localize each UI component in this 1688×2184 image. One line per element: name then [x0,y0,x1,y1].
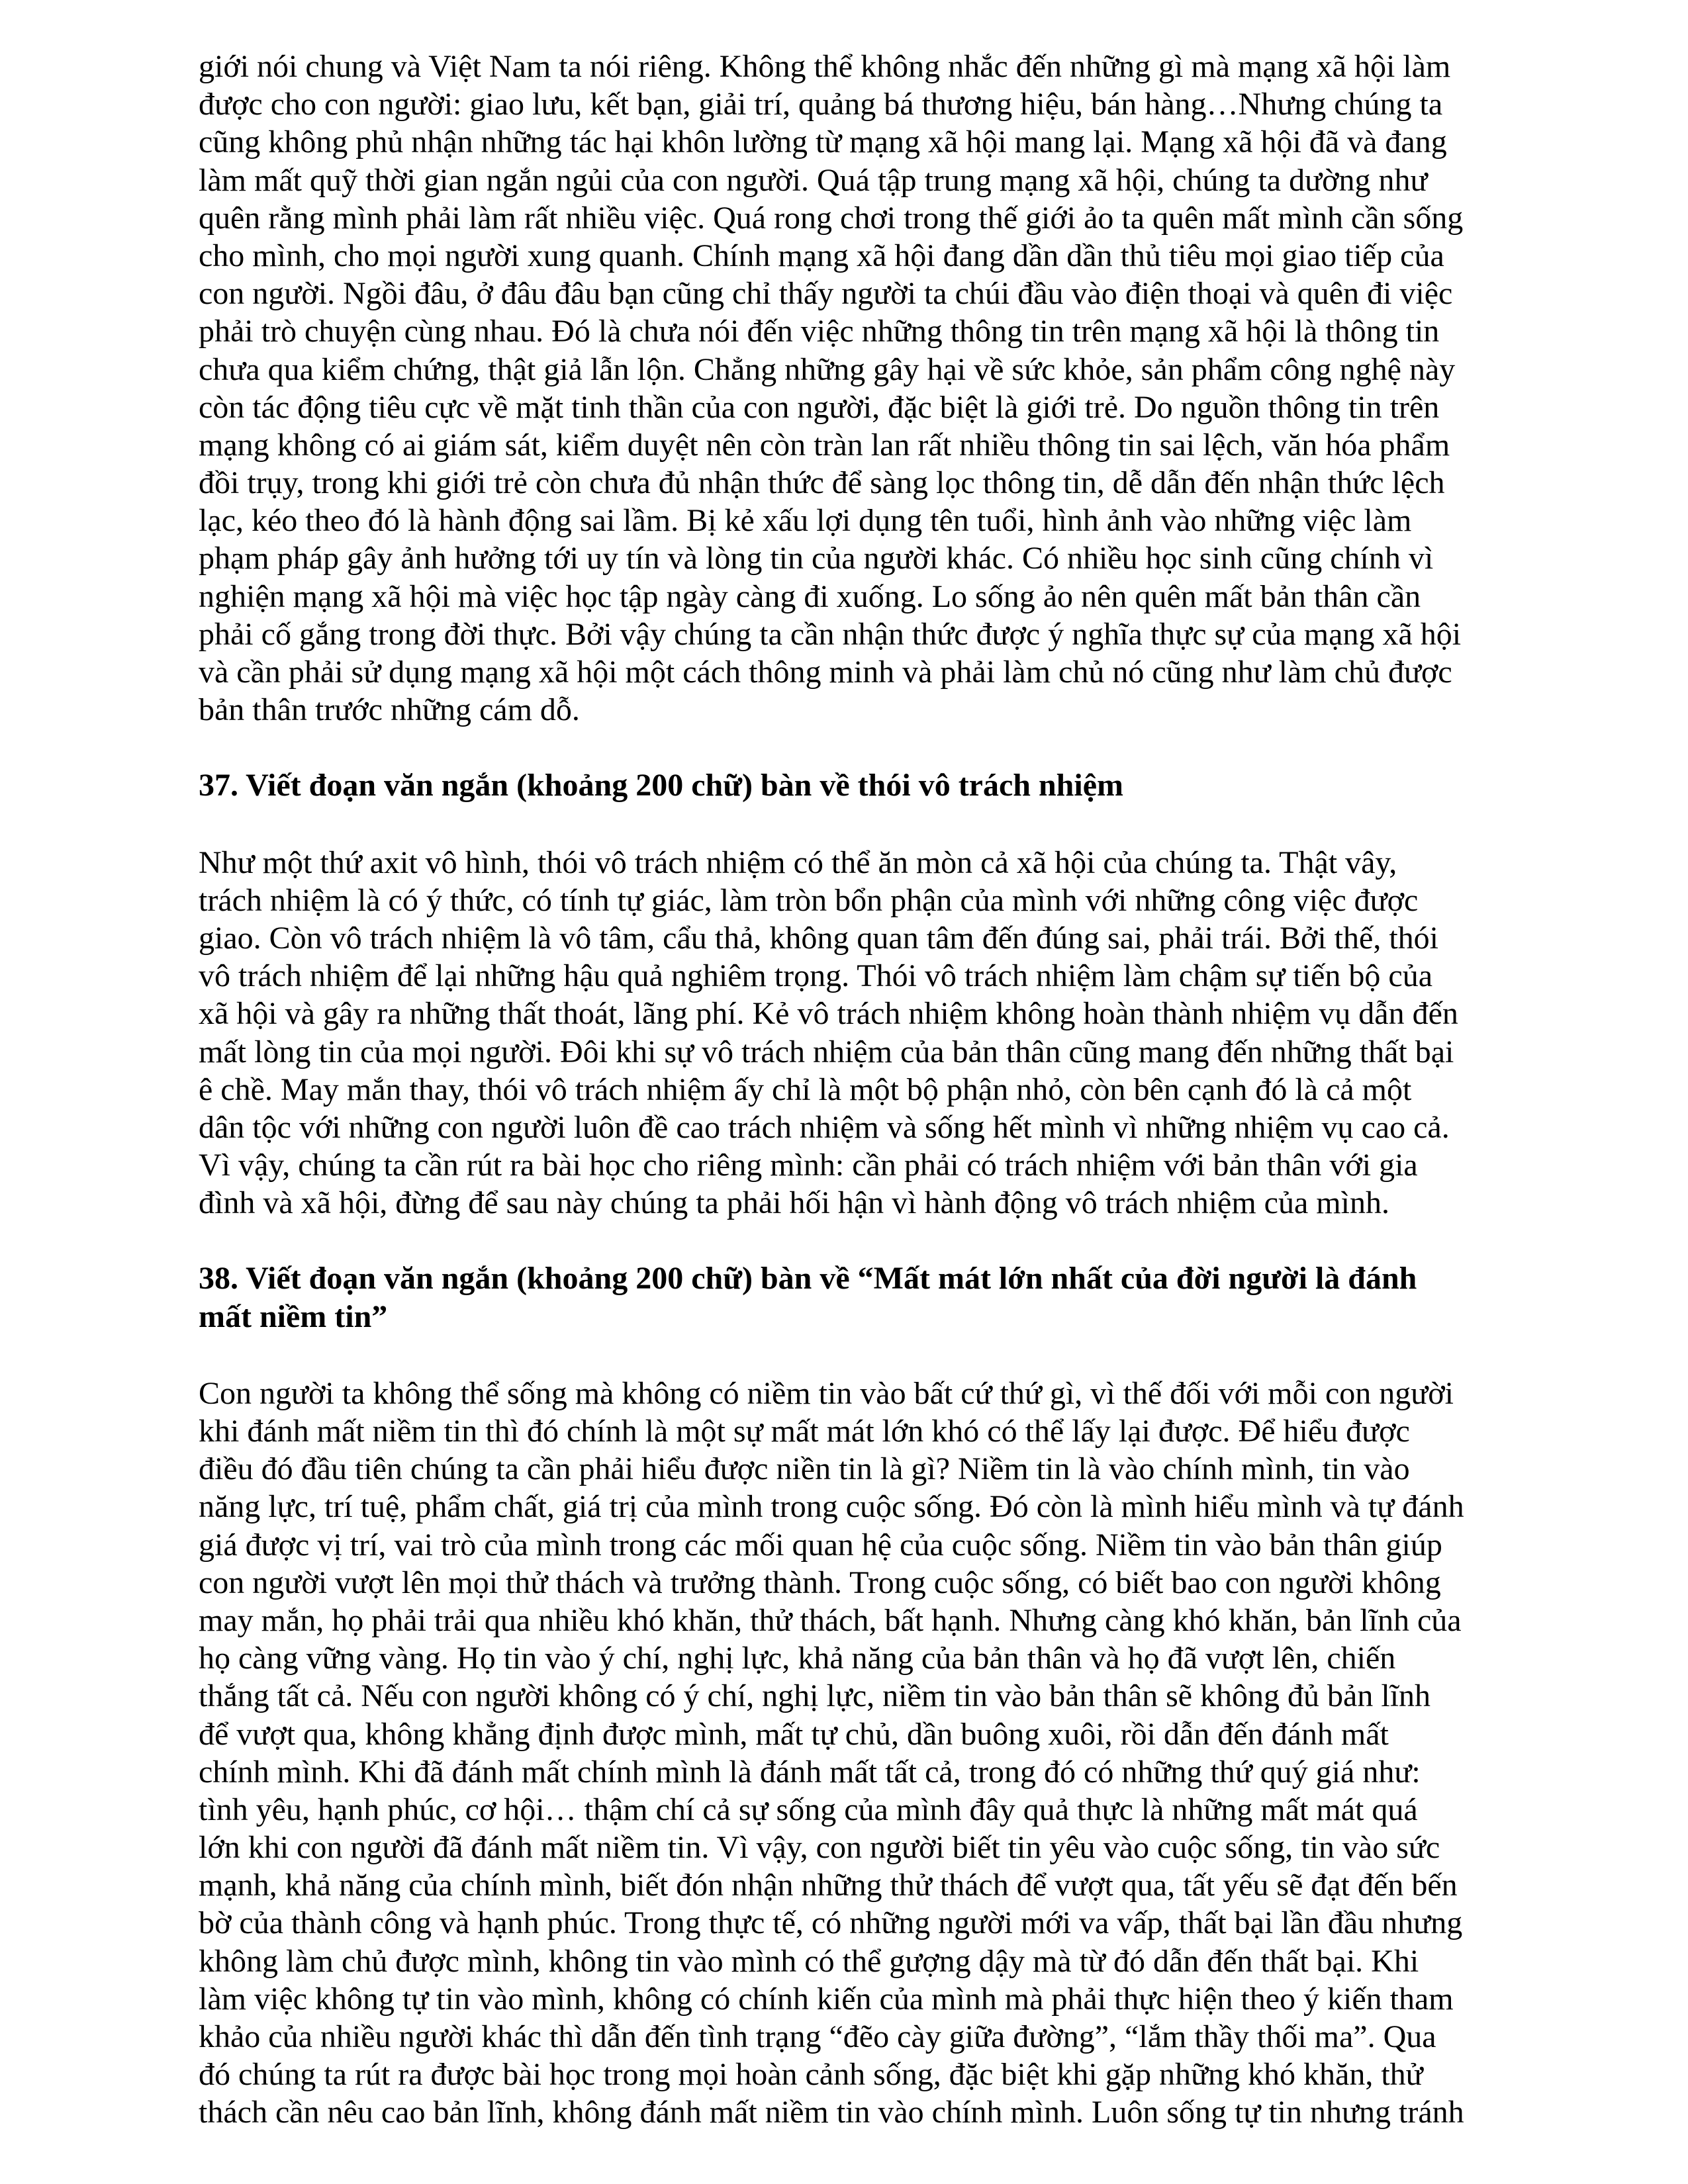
heading-question-37 [199,766,1516,804]
text-line: nghiện mạng xã hội mà việc học tập ngày càng đi xuống. Lo sống ảo nên quên mất bản thân cần [199,578,1421,614]
text-line: khảo của nhiều người khác thì dẫn đến tình trạng “đẽo cày giữa đường”, “lắm thầy thối ma”. Qua [199,2019,1436,2054]
text-line: và cần phải sử dụng mạng xã hội một cách thông minh và phải làm chủ nó cũng như làm chủ được [199,655,1452,690]
text-line: cho mình, cho mọi người xung quanh. Chính mạng xã hội đang dần dần thủ tiêu mọi giao tiếp của [199,238,1444,273]
document-page [199,48,1516,2132]
text-line: chính mình. Khi đã đánh mất chính mình là đánh mất tất cả, trong đó có những thứ quý giá như: [199,1754,1421,1790]
text-line: 37. Viết đoạn văn ngắn (khoảng 200 chữ) bàn về thói vô trách nhiệm [199,768,1123,803]
text-line: bản thân trước những cám dỗ. [199,692,580,728]
text-line: thắng tất cả. Nếu con người không có ý chí, nghị lực, niềm tin vào bản thân sẽ không đủ bản lĩnh [199,1678,1431,1714]
text-line: thách cần nêu cao bản lĩnh, không đánh mất niềm tin vào chính mình. Luôn sống tự tin nhưng tránh [199,2095,1464,2130]
text-line: đó chúng ta rút ra được bài học trong mọi hoàn cảnh sống, đặc biệt khi gặp những khó khăn, thử [199,2057,1423,2093]
text-line: để vượt qua, không khẳng định được mình, mất tự chủ, dần buông xuôi, rồi dẫn đến đánh mất [199,1716,1389,1752]
text-line: may mắn, họ phải trải qua nhiều khó khăn, thử thách, bất hạnh. Nhưng càng khó khăn, bản lĩnh của [199,1602,1462,1638]
text-line: mạnh, khả năng của chính mình, biết đón nhận những thử thách để vượt qua, tất yếu sẽ đạt đến bến [199,1868,1458,1903]
text-line: phải trò chuyện cùng nhau. Đó là chưa nói đến việc những thông tin trên mạng xã hội là thông tin [199,314,1440,349]
text-line: giới nói chung và Việt Nam ta nói riêng. Không thể không nhắc đến những gì mà mạng xã hội làm [199,49,1451,84]
text-line: điều đó đầu tiên chúng ta cần phải hiểu được niền tin là gì? Niềm tin là vào chính mình, tin vào [199,1451,1410,1487]
text-line: ê chề. May mắn thay, thói vô trách nhiệm ấy chỉ là một bộ phận nhỏ, còn bên cạnh đó là cả một [199,1071,1412,1107]
text-line: đình và xã hội, đừng để sau này chúng ta phải hối hận vì hành động vô trách nhiệm của mình. [199,1185,1389,1221]
text-line: Như một thứ axit vô hình, thói vô trách nhiệm có thể ăn mòn cả xã hội của chúng ta. Thật vây, [199,844,1397,880]
text-line: giao. Còn vô trách nhiệm là vô tâm, cẩu thả, không quan tâm đến đúng sai, phải trái. Bởi thế, thói [199,920,1438,956]
text-line: vô trách nhiệm để lại những hậu quả nghiêm trọng. Thói vô trách nhiệm làm chậm sự tiến bộ của [199,958,1433,994]
text-line: đồi trụy, trong khi giới trẻ còn chưa đủ nhận thức để sàng lọc thông tin, dễ dẫn đến nhận thức lệch [199,465,1445,501]
text-line: phạm pháp gây ảnh hưởng tới uy tín và lòng tin của người khác. Có nhiều học sinh cũng chính vì [199,541,1434,576]
paragraph-social-media [199,48,1516,729]
text-line: lạc, kéo theo đó là hành động sai lầm. Bị kẻ xấu lợi dụng tên tuổi, hình ảnh vào những việc làm [199,503,1412,539]
text-line: làm việc không tự tin vào mình, không có chính kiến của mình mà phải thực hiện theo ý kiến tham [199,1981,1454,2017]
text-line: 38. Viết đoạn văn ngắn (khoảng 200 chữ) bàn về “Mất mát lớn nhất của đời người là đánh [199,1261,1417,1297]
text-line: khi đánh mất niềm tin thì đó chính là một sự mất mát lớn khó có thể lấy lại được. Để hiểu được [199,1414,1410,1449]
paragraph-trust [199,1375,1516,2132]
text-line: cũng không phủ nhận những tác hại khôn lường từ mạng xã hội mang lại. Mạng xã hội đã và đang [199,124,1447,160]
text-line: giá được vị trí, vai trò của mình trong các mối quan hệ của cuộc sống. Niềm tin vào bản thân giúp [199,1527,1442,1563]
text-line: làm mất quỹ thời gian ngắn ngủi của con người. Quá tập trung mạng xã hội, chúng ta dường như [199,162,1428,198]
paragraph-responsibility [199,844,1516,1222]
text-line: mất lòng tin của mọi người. Đôi khi sự vô trách nhiệm của bản thân cũng mang đến những thất bại [199,1034,1454,1069]
text-line: còn tác động tiêu cực về mặt tinh thần của con người, đặc biệt là giới trẻ. Do nguồn thông tin trên [199,389,1440,425]
text-line: Con người ta không thể sống mà không có niềm tin vào bất cứ thứ gì, vì thế đối với mỗi con người [199,1375,1454,1411]
text-line: họ càng vững vàng. Họ tin vào ý chí, nghị lực, khả năng của bản thân và họ đã vượt lên, chiến [199,1641,1396,1676]
text-line: chưa qua kiểm chứng, thật giả lẫn lộn. Chẳng những gây hại về sức khỏe, sản phẩm công nghệ này [199,351,1456,387]
text-line: tình yêu, hạnh phúc, cơ hội… thậm chí cả sự sống của mình đây quả thực là những mất mát quá [199,1792,1418,1827]
heading-question-38 [199,1259,1516,1335]
text-line: được cho con người: giao lưu, kết bạn, giải trí, quảng bá thương hiệu, bán hàng…Nhưng chúng ta [199,87,1443,122]
text-line: trách nhiệm là có ý thức, có tính tự giác, làm tròn bổn phận của mình với những công việc được [199,882,1419,918]
text-line: mất niềm tin” [199,1298,388,1334]
text-line: con người vượt lên mọi thử thách và trưởng thành. Trong cuộc sống, có biết bao con người không [199,1565,1441,1600]
text-line: bờ của thành công và hạnh phúc. Trong thực tế, có những người mới va vấp, thất bại lần đầu nhưng [199,1905,1463,1941]
text-line: không làm chủ được mình, không tin vào mình có thể gượng dậy mà từ đó dẫn đến thất bại. Khi [199,1943,1419,1979]
text-line: Vì vậy, chúng ta cần rút ra bài học cho riêng mình: cần phải có trách nhiệm với bản thân với gia [199,1148,1418,1183]
text-line: quên rằng mình phải làm rất nhiều việc. Quá rong chơi trong thế giới ảo ta quên mất mình cần sống [199,200,1464,236]
text-line: lớn khi con người đã đánh mất niềm tin. Vì vậy, con người biết tin yêu vào cuộc sống, tin vào sức [199,1830,1440,1866]
text-line: năng lực, trí tuệ, phẩm chất, giá trị của mình trong cuộc sống. Đó còn là mình hiểu mình và tự đánh [199,1489,1464,1525]
text-line: mạng không có ai giám sát, kiểm duyệt nên còn tràn lan rất nhiều thông tin sai lệch, văn hóa phẩm [199,427,1450,463]
text-line: con người. Ngồi đâu, ở đâu đâu bạn cũng chỉ thấy người ta chúi đầu vào điện thoại và quên đi việc [199,276,1453,312]
text-line: xã hội và gây ra những thất thoát, lãng phí. Kẻ vô trách nhiệm không hoàn thành nhiệm vụ dẫn đến [199,996,1458,1032]
text-line: phải cố gắng trong đời thực. Bởi vậy chúng ta cần nhận thức được ý nghĩa thực sự của mạng xã hội [199,616,1462,652]
text-line: dân tộc với những con người luôn đề cao trách nhiệm và sống hết mình vì những nhiệm vụ cao cả. [199,1109,1450,1145]
